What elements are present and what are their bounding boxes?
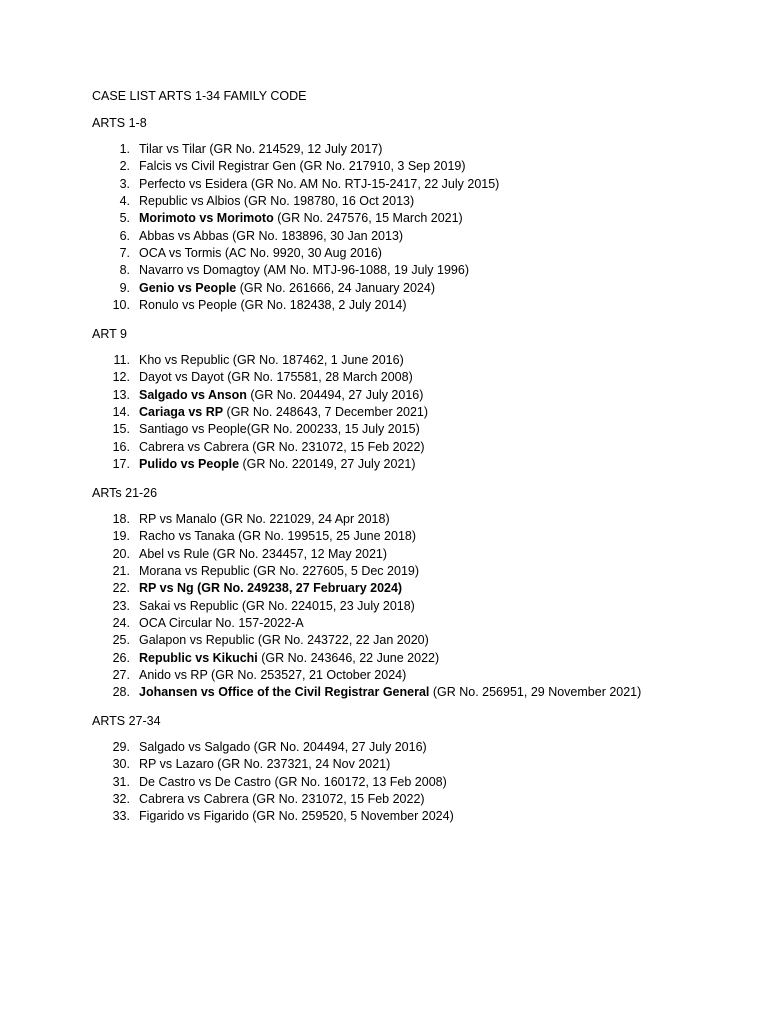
list-item — [92, 421, 742, 438]
item-number: 18. — [112, 512, 130, 526]
list-item — [92, 791, 742, 808]
list-item — [92, 176, 742, 193]
case-text: De Castro vs De Castro (GR No. 160172, 13 Feb 2008) — [139, 774, 447, 789]
case-citation — [139, 684, 742, 701]
section-arts-1-8 — [92, 115, 742, 314]
list-item — [92, 369, 742, 386]
item-number: 12. — [112, 370, 130, 385]
list-item — [92, 193, 742, 210]
case-citation — [139, 439, 742, 456]
case-text: Navarro vs Domagtoy (AM No. MTJ-96-1088, 19 July 1996) — [139, 263, 469, 278]
case-citation — [139, 158, 742, 175]
case-text: Cabrera vs Cabrera (GR No. 231072, 15 Feb 2022) — [139, 792, 425, 807]
case-citation — [139, 245, 742, 262]
case-citation — [139, 791, 742, 808]
case-text: (GR No. 247576, 15 March 2021) — [273, 211, 463, 226]
list-item — [92, 808, 742, 825]
item-number: 11. — [113, 353, 130, 367]
case-citation — [139, 228, 742, 245]
case-citation — [139, 421, 742, 438]
case-text: (GR No. 256951, 29 November 2021) — [429, 685, 642, 700]
page-title: CASE LIST ARTS 1-34 FAMILY CODE — [92, 89, 307, 103]
list-item — [92, 563, 742, 580]
case-text: OCA Circular No. 157-2022-A — [139, 616, 304, 631]
case-list — [92, 511, 742, 702]
case-text: (GR No. 248643, 7 December 2021) — [223, 405, 429, 420]
list-item — [92, 546, 742, 563]
item-number: 20. — [112, 546, 130, 561]
item-number: 27. — [112, 668, 130, 683]
case-text: Anido vs RP (GR No. 253527, 21 October 2024) — [139, 668, 407, 683]
case-citation — [139, 808, 742, 825]
case-text: Tilar vs Tilar (GR No. 214529, 12 July 2017) — [139, 142, 383, 156]
case-name-bold: RP vs Ng (GR No. 249238, 27 February 2024) — [139, 581, 403, 596]
case-name-bold: Genio vs People — [139, 280, 237, 295]
case-name-bold: Pulido vs People — [139, 457, 240, 472]
case-citation — [139, 580, 742, 597]
case-citation — [139, 756, 742, 773]
item-number: 1. — [119, 142, 130, 156]
case-text: (GR No. 261666, 24 January 2024) — [236, 280, 435, 295]
case-name-bold: Morimoto vs Morimoto — [139, 211, 274, 226]
list-item — [92, 245, 742, 262]
list-item — [92, 756, 742, 773]
item-number: 33. — [112, 809, 130, 824]
item-number: 28. — [112, 685, 130, 700]
list-item — [92, 511, 742, 528]
item-number: 14. — [112, 405, 130, 420]
case-text: (GR No. 220149, 27 July 2021) — [239, 457, 416, 472]
case-text: (GR No. 243646, 22 June 2022) — [257, 650, 440, 665]
item-number: 21. — [112, 564, 130, 579]
list-item — [92, 439, 742, 456]
case-text: Dayot vs Dayot (GR No. 175581, 28 March 2008) — [139, 370, 413, 385]
list-item — [92, 739, 742, 756]
case-citation — [139, 456, 742, 473]
section-heading: ART 9 — [92, 327, 127, 341]
case-citation — [139, 176, 742, 193]
item-number: 25. — [112, 633, 130, 648]
case-text: Cabrera vs Cabrera (GR No. 231072, 15 Feb 2022) — [139, 439, 425, 454]
list-item — [92, 404, 742, 421]
case-list — [92, 141, 742, 314]
case-name-bold: Johansen vs Office of the Civil Registrar General — [139, 685, 430, 700]
list-item — [92, 387, 742, 404]
case-text: Sakai vs Republic (GR No. 224015, 23 July 2018) — [139, 598, 415, 613]
item-number: 10. — [112, 298, 130, 313]
item-number: 8. — [119, 263, 130, 278]
item-number: 5. — [119, 211, 130, 226]
case-citation — [139, 141, 742, 158]
case-citation — [139, 650, 742, 667]
list-item — [92, 210, 742, 227]
list-item — [92, 667, 742, 684]
case-citation — [139, 297, 742, 314]
item-number: 3. — [119, 176, 130, 191]
case-list — [92, 739, 742, 826]
item-number: 22. — [112, 581, 130, 596]
section-heading: ARTS 1-8 — [92, 116, 147, 130]
section-heading: ARTs 21-26 — [92, 486, 158, 500]
case-citation — [139, 632, 742, 649]
case-citation — [139, 369, 742, 386]
item-number: 23. — [112, 598, 130, 613]
item-number: 4. — [119, 194, 130, 209]
case-citation — [139, 615, 742, 632]
case-text: Morana vs Republic (GR No. 227605, 5 Dec 2019) — [139, 564, 420, 579]
case-name-bold: Salgado vs Anson — [139, 387, 247, 402]
item-number: 2. — [119, 159, 130, 174]
item-number: 19. — [112, 529, 130, 544]
section-art-9 — [92, 326, 742, 473]
list-item — [92, 297, 742, 314]
case-citation — [139, 598, 742, 615]
case-text: Ronulo vs People (GR No. 182438, 2 July 2014) — [139, 298, 407, 313]
list-item — [92, 456, 742, 473]
case-text: RP vs Manalo (GR No. 221029, 24 Apr 2018) — [139, 512, 390, 526]
case-text: Abel vs Rule (GR No. 234457, 12 May 2021) — [139, 546, 388, 561]
case-citation — [139, 528, 742, 545]
item-number: 7. — [119, 246, 130, 261]
case-citation — [139, 210, 742, 227]
case-name-bold: Republic vs Kikuchi — [139, 650, 258, 665]
case-text: Falcis vs Civil Registrar Gen (GR No. 217910, 3 Sep 2019) — [139, 159, 466, 174]
case-text: Racho vs Tanaka (GR No. 199515, 25 June 2018) — [139, 529, 417, 544]
case-citation — [139, 563, 742, 580]
case-citation — [139, 387, 742, 404]
case-list — [92, 352, 742, 473]
case-text: Kho vs Republic (GR No. 187462, 1 June 2016) — [139, 353, 404, 367]
item-number: 13. — [112, 387, 130, 402]
section-heading: ARTS 27-34 — [92, 714, 161, 728]
list-item — [92, 580, 742, 597]
list-item — [92, 228, 742, 245]
list-item — [92, 262, 742, 279]
item-number: 17. — [112, 457, 130, 472]
item-number: 15. — [112, 422, 130, 437]
list-item — [92, 528, 742, 545]
section-arts-21-26 — [92, 485, 742, 702]
list-item — [92, 650, 742, 667]
case-text: Perfecto vs Esidera (GR No. AM No. RTJ-15-2417, 22 July 2015) — [139, 176, 500, 191]
list-item — [92, 774, 742, 791]
case-citation — [139, 511, 742, 528]
item-number: 16. — [112, 439, 130, 454]
list-item — [92, 598, 742, 615]
case-citation — [139, 774, 742, 791]
item-number: 26. — [112, 650, 130, 665]
list-item — [92, 158, 742, 175]
case-text: Figarido vs Figarido (GR No. 259520, 5 November 2024) — [139, 809, 454, 824]
item-number: 6. — [119, 228, 130, 243]
case-citation — [139, 262, 742, 279]
item-number: 9. — [119, 280, 130, 295]
list-item — [92, 632, 742, 649]
case-text: Santiago vs People(GR No. 200233, 15 July 2015) — [139, 422, 420, 437]
list-item — [92, 141, 742, 158]
case-text: RP vs Lazaro (GR No. 237321, 24 Nov 2021) — [139, 757, 391, 772]
case-text: Abbas vs Abbas (GR No. 183896, 30 Jan 2013) — [139, 228, 404, 243]
case-text: (GR No. 204494, 27 July 2016) — [246, 387, 424, 402]
case-text: Galapon vs Republic (GR No. 243722, 22 Jan 2020) — [139, 633, 429, 648]
item-number: 29. — [112, 740, 130, 754]
list-item — [92, 280, 742, 297]
case-citation — [139, 352, 742, 369]
case-text: OCA vs Tormis (AC No. 9920, 30 Aug 2016) — [139, 246, 382, 261]
case-citation — [139, 667, 742, 684]
list-item — [92, 684, 742, 701]
case-citation — [139, 546, 742, 563]
section-arts-27-34 — [92, 713, 742, 826]
case-citation — [139, 739, 742, 756]
item-number: 30. — [112, 757, 130, 772]
case-text: Republic vs Albios (GR No. 198780, 16 Oct 2013) — [139, 194, 415, 209]
case-citation — [139, 193, 742, 210]
item-number: 24. — [112, 616, 130, 631]
case-name-bold: Cariaga vs RP — [139, 405, 224, 420]
case-text: Salgado vs Salgado (GR No. 204494, 27 July 2016) — [139, 740, 427, 754]
case-citation — [139, 280, 742, 297]
case-citation — [139, 404, 742, 421]
item-number: 32. — [112, 792, 130, 807]
list-item — [92, 352, 742, 369]
list-item — [92, 615, 742, 632]
item-number: 31. — [112, 774, 130, 789]
